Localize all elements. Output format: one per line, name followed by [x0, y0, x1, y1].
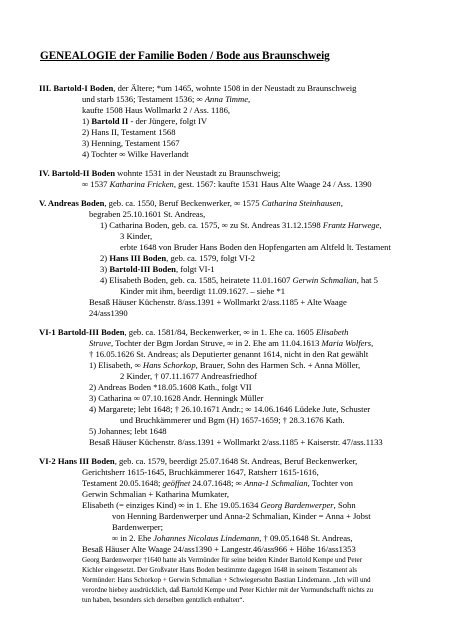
text-line — [82, 149, 189, 160]
italic-text: Hans Schorkop — [142, 360, 196, 370]
bold-text: III. Bartold-I Boden — [39, 83, 114, 93]
text-line — [112, 533, 353, 544]
text-segment: 24/ass1390 — [89, 308, 128, 318]
footnote-line — [82, 595, 244, 606]
italic-text: geöffnet — [162, 478, 191, 488]
text-line — [120, 415, 345, 426]
text-segment: und starb 1536; Testament 1536; ∞ — [82, 94, 205, 104]
italic-text: Katharina Fricken — [109, 179, 174, 189]
text-line — [89, 349, 368, 360]
text-line — [89, 297, 347, 308]
text-segment: Gerwin Schmalian + Katharina Mumkater, — [82, 489, 229, 499]
italic-text: Anna Timme, — [204, 94, 251, 104]
text-line — [112, 511, 371, 522]
text-segment: 4) Elisabeth Boden, geb. ca. 1585, heiratete 11.01.1607 — [100, 275, 293, 285]
text-segment: wohnte 1531 in der Neustadt zu Braunschweig; — [115, 168, 281, 178]
text-segment: , der Ältere; *um 1465, wohnte 1508 in der Neustadt zu Braunschweig — [113, 83, 357, 93]
text-line — [120, 242, 391, 253]
text-segment: , geb. ca. 1581/84, Beckenwerker, ∞ in 1. Ehe ca. 1605 — [124, 327, 316, 337]
text-line — [89, 437, 383, 448]
text-segment: Elisabeth (= einziges Kind) ∞ in 1. Ehe 19.05.1634 — [82, 500, 261, 510]
text-segment: Bardenwerper; — [112, 522, 164, 532]
italic-text: Frantz Harwege — [322, 220, 380, 230]
text-segment: kaufte 1508 Haus Wollmarkt 2 / Ass. 1186, — [82, 105, 231, 115]
text-segment: ∞ in 2. Ehe — [112, 533, 154, 543]
text-segment: † 16.05.1626 St. Andreas; als Deputierter genannt 1614, nicht in den Rat gewählt — [89, 349, 369, 359]
text-line — [120, 371, 257, 382]
text-line — [89, 393, 263, 404]
bold-text: V. Andreas Boden — [39, 198, 105, 208]
text-line — [82, 94, 250, 105]
text-segment: , geb. ca. 1550, Beruf Beckenwerker, ∞ 1575 — [104, 198, 262, 208]
text-line — [89, 209, 205, 220]
italic-text: Gerwin Schmalian — [292, 275, 357, 285]
text-segment: , — [379, 220, 382, 230]
italic-text: Catharina Steinhausen, — [261, 198, 343, 208]
bold-text: VI-1 Bartold-III Boden — [39, 327, 125, 337]
bold-text: IV. Bartold-II Boden — [39, 168, 116, 178]
text-segment: 2) — [100, 253, 110, 263]
text-line — [82, 105, 230, 116]
italic-text: Elisabeth — [315, 327, 349, 337]
text-line — [39, 168, 280, 179]
text-segment: begraben 25.10.1601 St. Andreas, — [89, 209, 206, 219]
text-line — [89, 360, 360, 371]
text-segment: 2 Kinder, † 07.11.1677 Andreasfriedhof — [120, 371, 258, 381]
text-segment: Besaß Häuser Alte Waage 24/ass1390 + Langestr.46/ass966 + Höhe 16/ass1353 — [82, 544, 356, 554]
italic-text: Johannes Nicolaus Lindemann — [153, 533, 260, 543]
text-line — [82, 467, 319, 478]
text-segment: , hat 5 — [356, 275, 378, 285]
text-segment: 24.07.1648; ∞ — [190, 478, 244, 488]
text-segment: , Sohn — [333, 500, 356, 510]
text-line — [82, 127, 176, 138]
text-segment: , † 09.05.1648 St. Andreas, — [259, 533, 353, 543]
text-line — [89, 404, 370, 415]
text-line — [39, 83, 356, 94]
text-segment: 4) Margarete; lebt 1648; † 26.10.1671 Andr.; ∞ 14.06.1646 Lüdeke Jute, Schuster — [89, 404, 371, 414]
text-segment: tun haben, besonders sich derselben gentzlich enthalten“. — [82, 596, 245, 604]
text-segment: 2) Hans II, Testament 1568 — [82, 127, 176, 137]
bold-text: Bartold-III Boden — [109, 264, 176, 274]
text-line — [120, 231, 152, 242]
italic-text: Anna-1 Schmalian — [243, 478, 308, 488]
text-line — [89, 382, 252, 393]
text-segment: , folgt VI-1 — [175, 264, 215, 274]
text-line — [100, 253, 255, 264]
text-line — [100, 220, 382, 231]
text-line — [82, 116, 207, 127]
text-line — [39, 327, 348, 338]
text-line — [82, 544, 356, 555]
text-line — [100, 275, 378, 286]
text-line — [112, 522, 163, 533]
text-segment: Besaß Häuser Küchenstr. 8/ass.1391 + Wollmarkt 2/ass.1185 + Kaiserstr. 47/ass.1133 — [89, 437, 383, 447]
footnote-line — [82, 575, 371, 586]
text-segment: 3) Henning, Testament 1567 — [82, 138, 180, 148]
text-line — [120, 286, 285, 297]
text-line — [39, 456, 357, 467]
text-line — [89, 426, 167, 437]
text-line — [82, 179, 372, 190]
italic-text: Georg Bardenwerper — [260, 500, 334, 510]
text-segment: Testament 20.05.1648; — [82, 478, 163, 488]
text-segment: , — [371, 338, 374, 348]
text-line — [82, 478, 353, 489]
text-segment: ∞ 1537 — [82, 179, 110, 189]
text-segment: Kinder mit ihm, beerdigt 11.09.1627. – siehe *1 — [120, 286, 286, 296]
text-segment: von Henning Bardenwerper und Anna-2 Schmalian, Kinder = Anna + Jobst — [112, 511, 371, 521]
text-segment: , geb. ca. 1579, beerdigt 25.07.1648 St. Andreas, Beruf Beckenwerker, — [114, 456, 358, 466]
text-segment: Kichler eingesetzt. Der Großvater Hans Boden bestimmte dagegen 1648 in seinem Testament als — [82, 566, 357, 574]
text-segment: 5) Johannes; lebt 1648 — [89, 426, 167, 436]
text-segment: Georg Bardenwerper †1640 hatte als Vermünder für seine beiden Kinder Bartold Kempe und Peter — [82, 556, 363, 564]
text-segment: 1) — [82, 116, 92, 126]
bold-text: Bartold II — [91, 116, 129, 126]
text-segment: , Tochter von — [307, 478, 353, 488]
bold-text: Hans III Boden — [109, 253, 167, 263]
page-title: GENEALOGIE der Familie Boden / Bode aus Braunschweig — [40, 50, 330, 62]
text-segment: Besaß Häuser Küchenstr. 8/ass.1391 + Wollmarkt 2/ass.1185 + Alte Waage — [89, 297, 347, 307]
text-line — [89, 308, 128, 319]
text-segment: , geb. ca. 1579, folgt VI-2 — [166, 253, 256, 263]
text-line — [89, 338, 373, 349]
text-segment: 3) — [100, 264, 110, 274]
bold-text: VI-2 Hans III Boden — [39, 456, 115, 466]
text-segment: , Tochter der Bgm Jordan Struve, ∞ in 2. Ehe am 11.04.1613 — [110, 338, 322, 348]
text-segment: Vormünder: Hans Schorkop + Gerwin Schmalian + Schwiegersohn Bastian Lindemann. „Ich will und — [82, 576, 371, 584]
text-segment: erbte 1648 von Bruder Hans Boden den Hopfengarten am Altfeld lt. Testament — [120, 242, 391, 252]
footnote-line — [82, 555, 362, 566]
italic-text: Maria Wolfers — [321, 338, 372, 348]
text-segment: - der Jüngere, folgt IV — [128, 116, 208, 126]
text-segment: 4) Tochter ∞ Wilke Haverlandt — [82, 149, 189, 159]
text-line — [82, 138, 180, 149]
text-segment: 1) Elisabeth, ∞ — [89, 360, 143, 370]
text-segment: , gest. 1567: kaufte 1531 Haus Alte Waage 24 / Ass. 1390 — [173, 179, 372, 189]
text-segment: Gerichtsherr 1615-1645, Bruchkämmerer 1647, Ratsherr 1615-1616, — [82, 467, 319, 477]
italic-text: Struve — [89, 338, 111, 348]
footnote-line — [82, 565, 357, 576]
text-line — [39, 198, 343, 209]
text-line — [82, 489, 229, 500]
text-line — [100, 264, 215, 275]
text-segment: verordne hiebey ausdrücklich, daß Bartold Kempe und Peter Kichler mit der Vormundschafft nichts zu — [82, 586, 374, 594]
text-segment: , Brauer, Sohn des Harmen Sch. + Anna Möller, — [195, 360, 361, 370]
text-line — [82, 500, 356, 511]
text-segment: und Bruchkämmerer und Bgm (H) 1657-1659; † 28.3.1676 Kath. — [120, 415, 345, 425]
text-segment: 3) Catharina ∞ 07.10.1628 Andr. Henningk Müller — [89, 393, 264, 403]
text-segment: 2) Andreas Boden *18.05.1608 Kath., folgt VII — [89, 382, 252, 392]
footnote-line — [82, 585, 373, 596]
text-segment: 3 Kinder, — [120, 231, 153, 241]
text-segment: 1) Catharina Boden, geb. ca. 1575, ∞ zu St. Andreas 31.12.1598 — [100, 220, 323, 230]
